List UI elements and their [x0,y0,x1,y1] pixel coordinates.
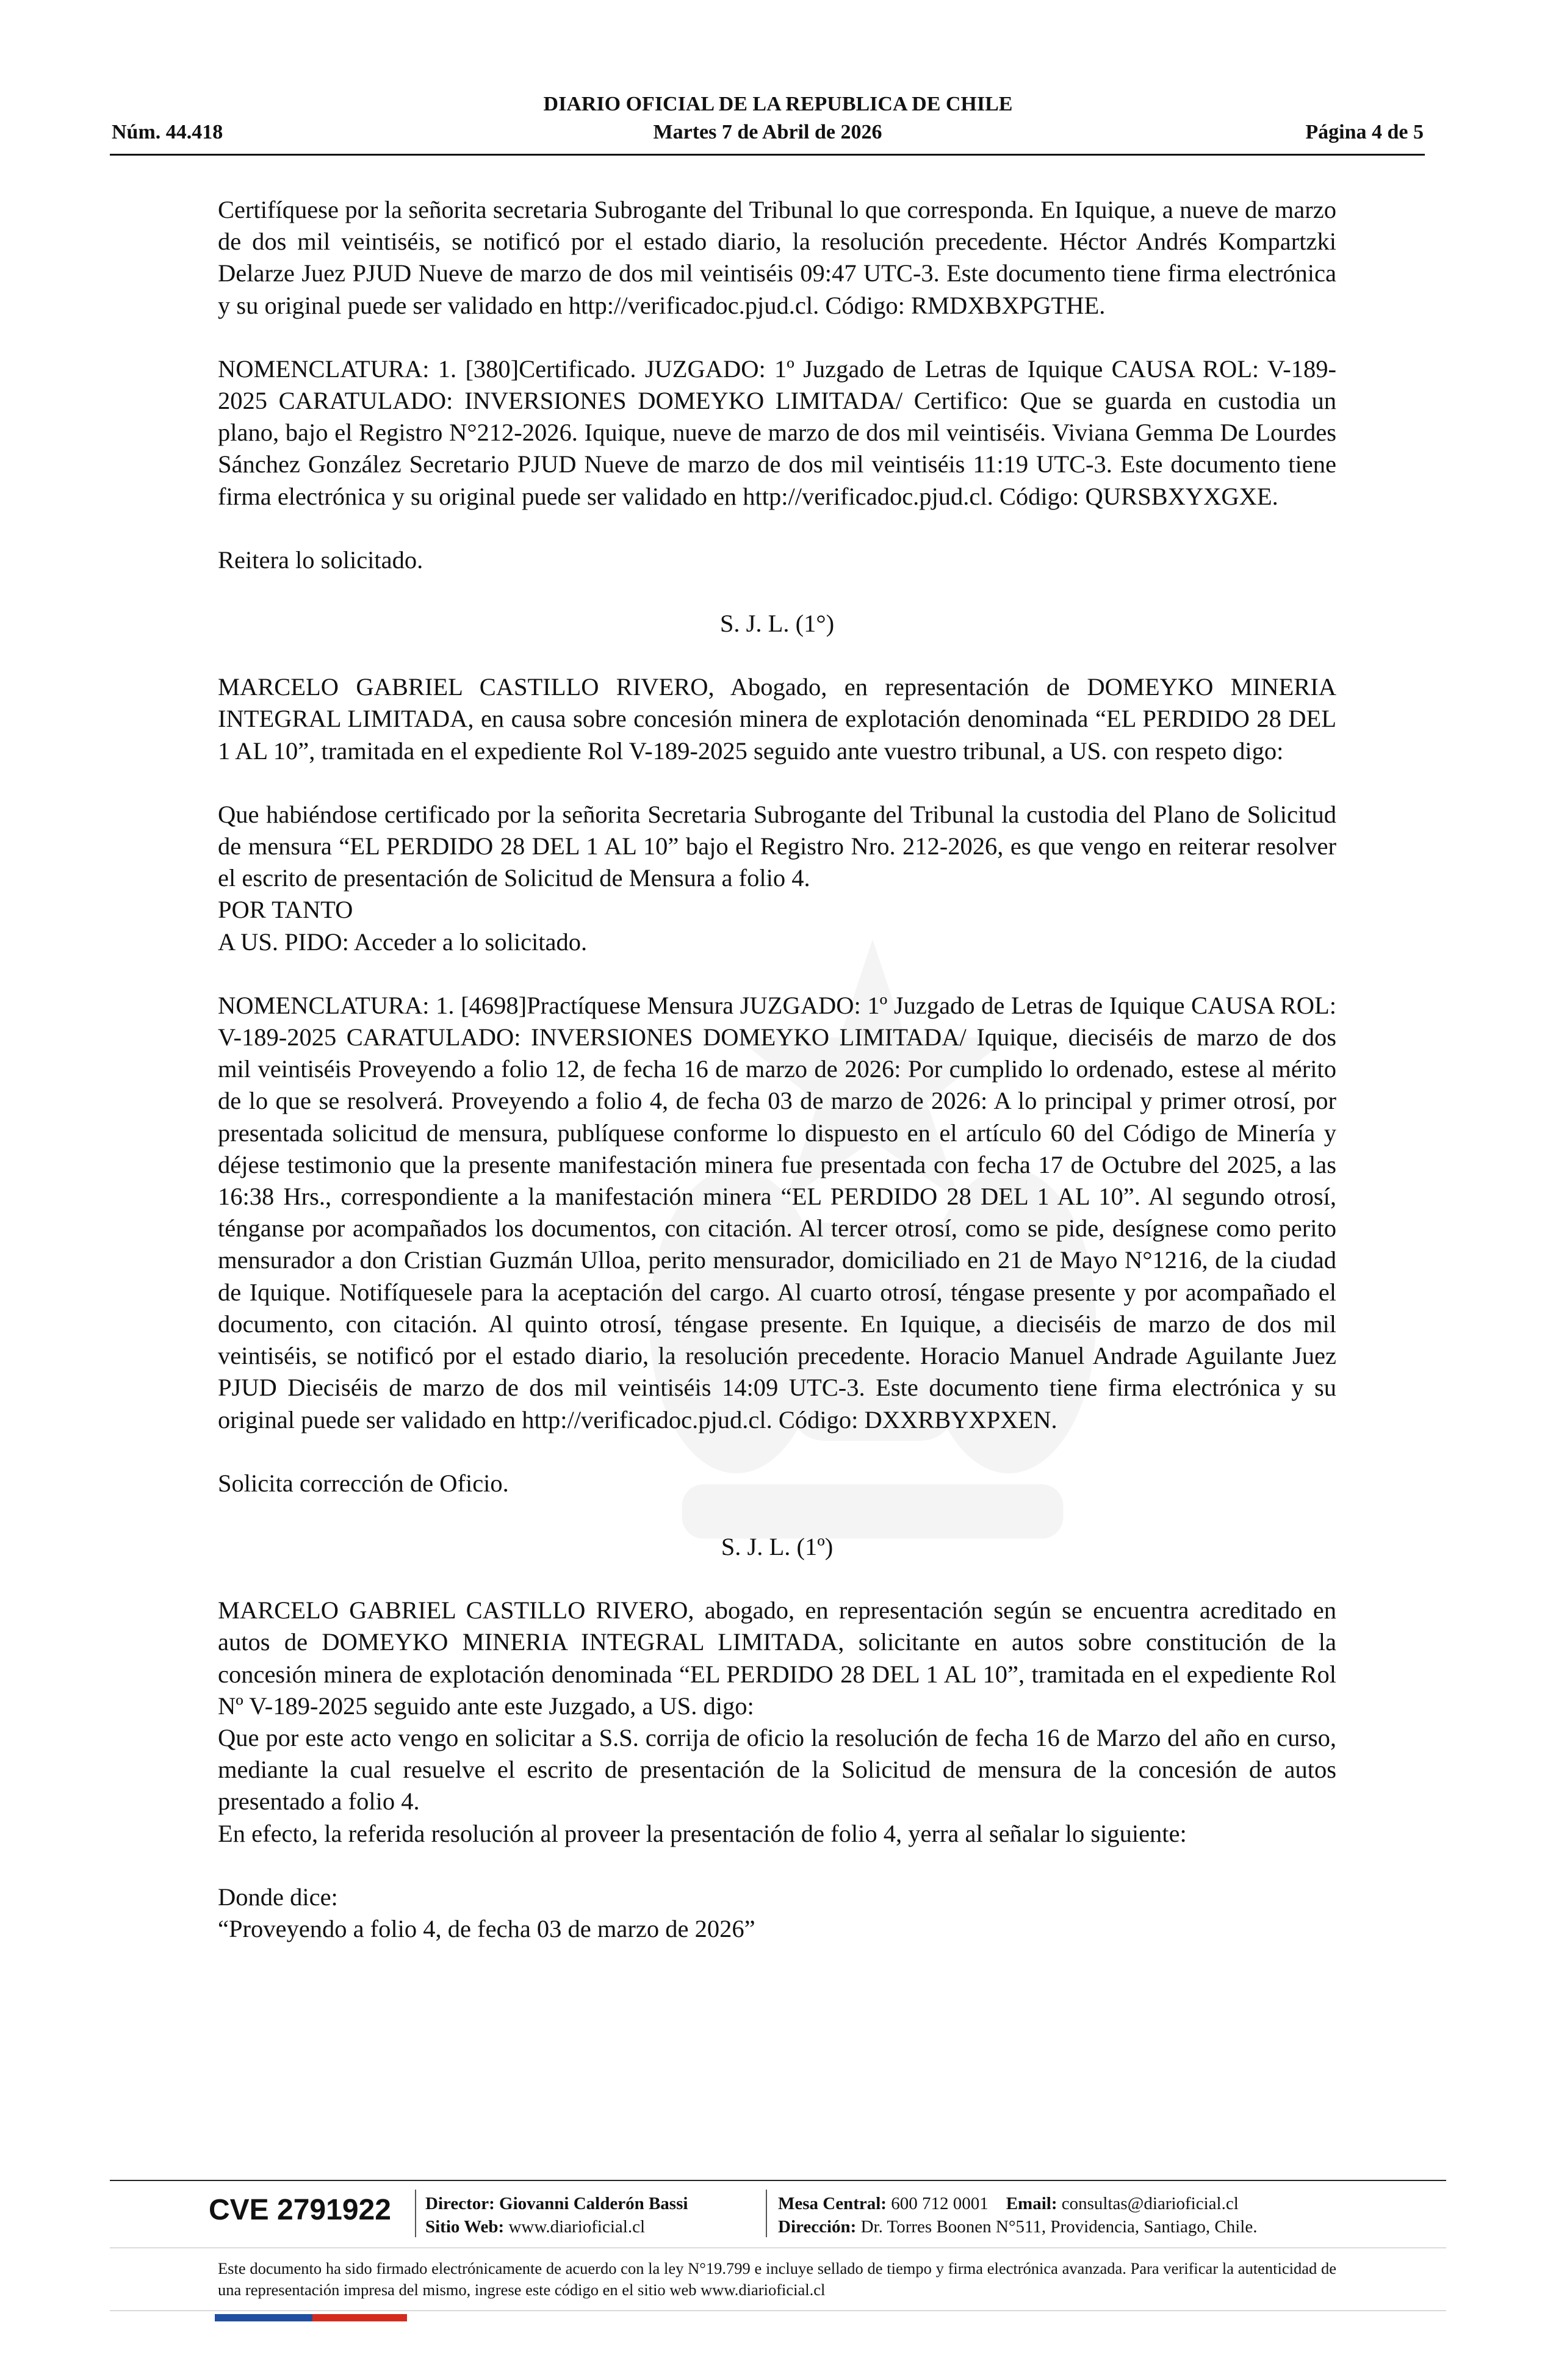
disclaimer-text: Este documento ha sido firmado electrónicamente de acuerdo con la ley N°19.799 e incluye sellado de tiempo y firma electrónica avanzada. Para verificar la autenticidad de una representación impresa del mismo, ingrese este código en el sitio web www.diarioficial.cl [218,2259,1336,2299]
footer-separator-2 [766,2190,767,2237]
email-link[interactable]: consultas@diarioficial.cl [1061,2194,1239,2213]
footer-divider-top [110,2180,1446,2181]
footer-divider-bottom [110,2310,1446,2311]
paragraph-reitera: Reitera lo solicitado. [218,546,423,574]
salutation-sjl-2: S. J. L. (1º) [721,1532,834,1560]
page-number: Página 4 de 5 [1305,121,1424,143]
direccion-value: Dr. Torres Boonen N°511, Providencia, Santiago, Chile. [860,2217,1258,2237]
paragraph-solicitud: Que por este acto vengo en solicitar a S.S. corrija de oficio la resolución de fecha 16 de Marzo del año en curso, mediante la cual resuelve el escrito de presentación de la Solicitud de mensura de la concesión de autos presentado a folio 4. [218,1723,1336,1816]
por-tanto: POR TANTO [218,896,353,924]
paragraph-nomenclatura-certificado: NOMENCLATURA: 1. [380]Certificado. JUZGADO: 1º Juzgado de Letras de Iquique CAUSA ROL: V-189-2025 CARATULADO: INVERSIONES DOMEYKO LIMITADA/ Certifico: Que se guarda en custodia un plano, bajo el Registro N°212-2026. Iquique, nueve de marzo de dos mil veintiséis. Viviana Gemma De Lourdes Sánchez González Secretario PJUD Nueve de marzo de dos mil veintiséis 11:19 UTC-3. Este documento tiene firma electrónica y su original puede ser validado en http://verificadoc.pjud.cl. Código: QURSBXYXGXE. [218,355,1336,510]
footer-disclaimer [218,2258,1336,2301]
mesa-phone: 600 712 0001 [891,2194,989,2213]
paragraph-representation-2: MARCELO GABRIEL CASTILLO RIVERO, abogado, en representación según se encuentra acreditado en autos de DOMEYKO MINERIA INTEGRAL LIMITADA, solicitante en autos sobre constitución de la concesión minera de explotación denominada “EL PERDIDO 28 DEL 1 AL 10”, tramitada en el expediente Rol Nº V-189-2025 seguido ante este Juzgado, a US. digo: [218,1596,1336,1720]
header-divider [110,154,1425,156]
quoted-text: “Proveyendo a folio 4, de fecha 03 de marzo de 2026” [218,1914,755,1942]
direccion-label: Dirección: [778,2217,857,2237]
footer-contact-column [778,2192,1257,2238]
flag-red-segment [312,2314,407,2321]
paragraph-en-efecto: En efecto, la referida resolución al proveer la presentación de folio 4, yerra al señalar lo siguiente: [218,1819,1187,1847]
paragraph-nomenclatura-mensura: NOMENCLATURA: 1. [4698]Practíquese Mensura JUZGADO: 1º Juzgado de Letras de Iquique CAUSA ROL: V-189-2025 CARATULADO: INVERSIONES DOMEYKO LIMITADA/ Iquique, dieciséis de marzo de dos mil veintiséis Proveyendo a folio 12, de fecha 16 de marzo de 2026: Por cumplido lo ordenado, estese al mérito de lo que se resolverá. Proveyendo a folio 4, de fecha 03 de marzo de 2026: A lo principal y primer otrosí, por presentada solicitud de mensura, publíquese conforme lo dispuesto en el artículo 60 del Código de Minería y déjese testimonio que la presente manifestación minera fue presentada con fecha 17 de Octubre del 2025, a las 16:38 Hrs., correspondiente a la manifestación minera “EL PERDIDO 28 DEL 1 AL 10”. Al segundo otrosí, ténganse por acompañados los documentos, con citación. Al tercer otrosí, como se pide, desígnese como perito mensurador a don Cristian Guzmán Ulloa, perito mensurador, domiciliado en 21 de Mayo N°1216, de la ciudad de Iquique. Notifíquesele para la aceptación del cargo. Al cuarto otrosí, téngase presente y por acompañado el documento, con citación. Al quinto otrosí, téngase presente. En Iquique, a dieciséis de marzo de dos mil veintiséis, se notificó por el estado diario, la resolución precedente. Horacio Manuel Andrade Aguilante Juez PJUD Dieciséis de marzo de dos mil veintiséis 14:09 UTC-3. Este documento tiene firma electrónica y su original puede ser validado en http://verificadoc.pjud.cl. Código: DXXRBYXPXEN. [218,991,1336,1433]
cve-code: CVE 2791922 [209,2194,391,2226]
paragraph-representation: MARCELO GABRIEL CASTILLO RIVERO, Abogado, en representación de DOMEYKO MINERIA INTEGRAL LIMITADA, en causa sobre concesión minera de explotación denominada “EL PERDIDO 28 DEL 1 AL 10”, tramitada en el expediente Rol V-189-2025 seguido ante vuestro tribunal, a US. con respeto digo: [218,673,1336,765]
issue-number: Núm. 44.418 [112,121,223,143]
director: Director: Giovanni Calderón Bassi [425,2194,688,2213]
document-body [218,194,1336,1945]
chile-flag-bar [215,2314,407,2321]
footer-director-column [425,2192,688,2238]
issue-date: Martes 7 de Abril de 2026 [653,121,882,143]
salutation-sjl: S. J. L. (1°) [719,610,835,638]
email-label: Email: [1006,2194,1057,2213]
pido: A US. PIDO: Acceder a lo solicitado. [218,928,588,956]
mesa-label: Mesa Central: [778,2194,887,2213]
paragraph-certification: Certifíquese por la señorita secretaria Subrogante del Tribunal lo que corresponda. En Iquique, a nueve de marzo de dos mil veintiséis, se notificó por el estado diario, la resolución precedente. Héctor Andrés Kompartzki Delarze Juez PJUD Nueve de marzo de dos mil veintiséis 09:47 UTC-3. Este documento tiene firma electrónica y su original puede ser validado en http://verificadoc.pjud.cl. Código: RMDXBXPGTHE. [218,196,1336,319]
site-label: Sitio Web: [425,2217,505,2237]
paragraph-correccion: Solicita corrección de Oficio. [218,1469,509,1497]
paragraph-request: Que habiéndose certificado por la señorita Secretaria Subrogante del Tribunal la custodia del Plano de Solicitud de mensura “EL PERDIDO 28 DEL 1 AL 10” bajo el Registro Nro. 212-2026, es que vengo en reiterar resolver el escrito de presentación de Solicitud de Mensura a folio 4. [218,800,1336,892]
site-link[interactable]: www.diarioficial.cl [508,2217,646,2237]
donde-dice: Donde dice: [218,1883,338,1911]
newspaper-title: DIARIO OFICIAL DE LA REPUBLICA DE CHILE [543,93,1013,115]
footer-separator [415,2190,416,2237]
flag-blue-segment [215,2314,312,2321]
